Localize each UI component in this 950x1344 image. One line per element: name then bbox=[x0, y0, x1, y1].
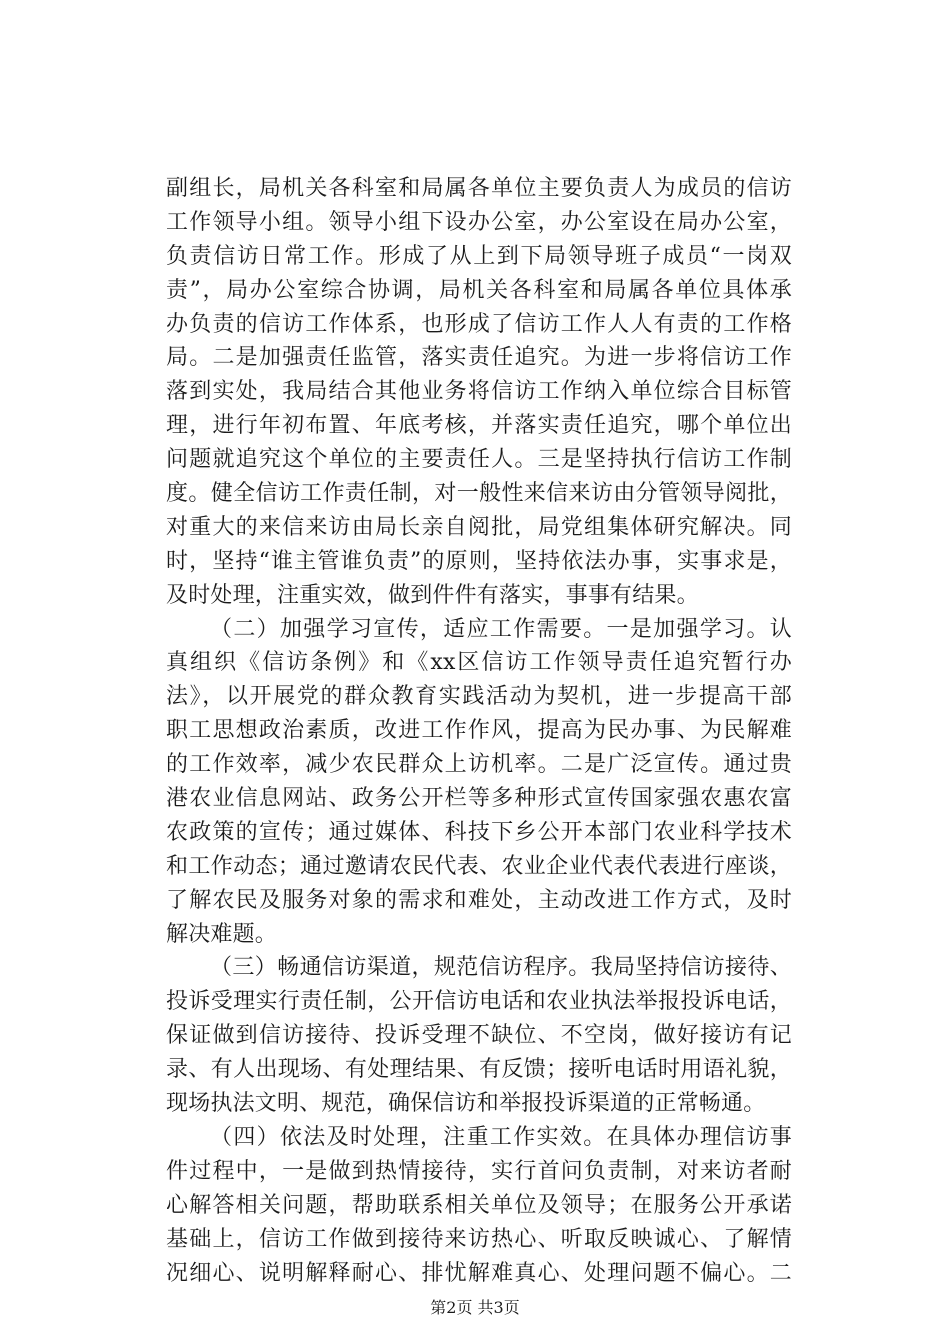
text-line: 理，进行年初布置、年底考核，并落实责任追究，哪个单位出 bbox=[166, 413, 792, 439]
text-line: 投诉受理实行责任制，公开信访电话和农业执法举报投诉电话， bbox=[166, 989, 792, 1015]
text-line: 副组长，局机关各科室和局属各单位主要负责人为成员的信访 bbox=[166, 176, 792, 201]
text-line: 录、有人出现场、有处理结果、有反馈；接听电话时用语礼貌， bbox=[166, 1057, 792, 1083]
text-line: 基础上，信访工作做到接待来访热心、听取反映诚心、了解情 bbox=[166, 1226, 792, 1252]
text-line: 负责信访日常工作。形成了从上到下局领导班子成员“一岗双 bbox=[166, 243, 792, 269]
section-heading-line: （四）依法及时处理，注重工作实效。在具体办理信访事 bbox=[210, 1124, 792, 1150]
text-line: 度。健全信访工作责任制，对一般性来信来访由分管领导阅批， bbox=[166, 481, 792, 507]
section-heading-line: （二）加强学习宣传，适应工作需要。一是加强学习。认 bbox=[210, 616, 792, 642]
text-line: 真组织《信访条例》和《xx区信访工作领导责任追究暂行办 bbox=[166, 650, 792, 676]
text-line: 件过程中，一是做到热情接待，实行首问负责制，对来访者耐 bbox=[166, 1158, 792, 1184]
text-line: 解决难题。 bbox=[166, 921, 278, 947]
text-line: 了解农民及服务对象的需求和难处，主动改进工作方式，及时 bbox=[166, 887, 792, 913]
text-line: 和工作动态；通过邀请农民代表、农业企业代表代表进行座谈， bbox=[166, 853, 792, 879]
text-line: 心解答相关问题，帮助联系相关单位及领导；在服务公开承诺 bbox=[166, 1192, 792, 1218]
text-line: 的工作效率，减少农民群众上访机率。二是广泛宣传。通过贵 bbox=[166, 752, 792, 778]
text-line: 对重大的来信来访由局长亲自阅批，局党组集体研究解决。同 bbox=[166, 514, 792, 540]
text-line: 现场执法文明、规范，确保信访和举报投诉渠道的正常畅通。 bbox=[166, 1091, 766, 1117]
text-line: 况细心、说明解释耐心、排忧解难真心、处理问题不偏心。二 bbox=[166, 1260, 792, 1286]
document-body bbox=[166, 172, 792, 1290]
text-line: 责”，局办公室综合协调，局机关各科室和局属各单位具体承 bbox=[166, 277, 792, 303]
text-line: 局。二是加强责任监管，落实责任追究。为进一步将信访工作 bbox=[166, 345, 792, 371]
text-line: 问题就追究这个单位的主要责任人。三是坚持执行信访工作制 bbox=[166, 447, 792, 473]
text-line: 职工思想政治素质，改进工作作风，提高为民办事、为民解难 bbox=[166, 718, 792, 744]
text-line: 农政策的宣传；通过媒体、科技下乡公开本部门农业科学技术 bbox=[166, 819, 792, 845]
text-line: 时，坚持“谁主管谁负责”的原则，坚持依法办事，实事求是， bbox=[166, 548, 792, 574]
text-line: 及时处理，注重实效，做到件件有落实，事事有结果。 bbox=[166, 582, 699, 608]
section-heading-line: （三）畅通信访渠道，规范信访程序。我局坚持信访接待、 bbox=[210, 955, 792, 981]
text-line: 工作领导小组。领导小组下设办公室，办公室设在局办公室， bbox=[166, 209, 792, 235]
text-line: 法》，以开展党的群众教育实践活动为契机，进一步提高干部 bbox=[166, 684, 792, 710]
text-line: 办负责的信访工作体系，也形成了信访工作人人有责的工作格 bbox=[166, 311, 792, 337]
text-line: 港农业信息网站、政务公开栏等多种形式宣传国家强农惠农富 bbox=[166, 786, 792, 812]
text-line: 保证做到信访接待、投诉受理不缺位、不空岗，做好接访有记 bbox=[166, 1023, 792, 1049]
text-line: 落到实处，我局结合其他业务将信访工作纳入单位综合目标管 bbox=[166, 379, 792, 405]
page-number-footer: 第2页 共3页 bbox=[430, 1298, 520, 1317]
